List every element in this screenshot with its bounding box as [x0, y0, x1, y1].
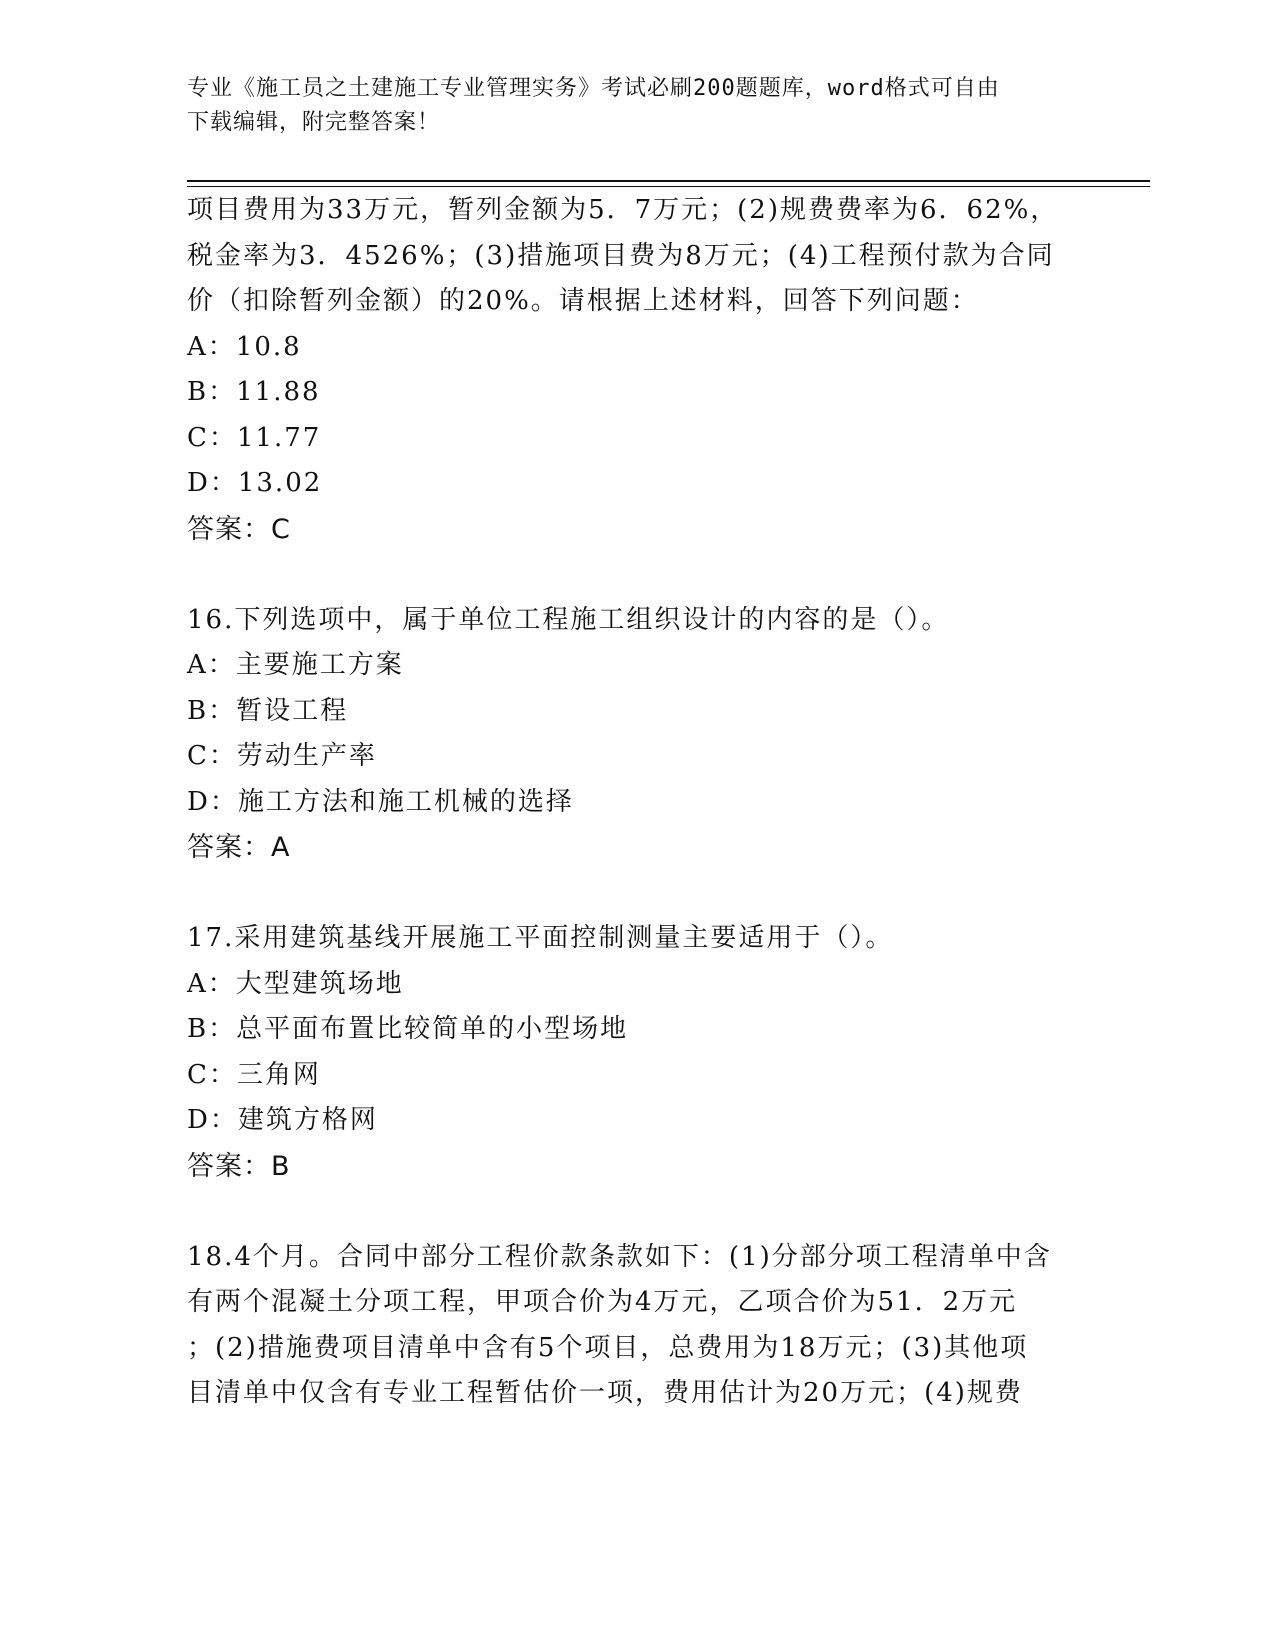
option-a: A：大型建筑场地	[187, 968, 404, 999]
question-stem-line: 有两个混凝土分项工程，甲项合价为4万元，乙项合价为51．2万元	[187, 1287, 1018, 1317]
option-d: D：13.02	[187, 468, 323, 498]
answer: 答案：A	[187, 832, 291, 863]
spacer	[187, 871, 1087, 917]
header-rule-thick	[187, 180, 1150, 182]
question-stem-line: 17.采用建筑基线开展施工平面控制测量主要适用于（）。	[187, 923, 894, 953]
document-header	[187, 72, 1087, 140]
question-stem-line: 目清单中仅含有专业工程暂估价一项，费用估计为20万元；(4)规费	[187, 1378, 1023, 1408]
option-b: B：暂设工程	[187, 695, 349, 726]
option-c: C：11.77	[187, 422, 322, 453]
option-c: C：劳动生产率	[187, 741, 377, 771]
header-line-1: 专业《施工员之土建施工专业管理实务》考试必刷200题题库，word格式可自由	[187, 76, 1000, 101]
spacer	[187, 1189, 1087, 1235]
question-15	[187, 188, 1087, 552]
option-a: A：10.8	[187, 331, 302, 362]
question-stem-line: 价（扣除暂列金额）的20%。请根据上述材料，回答下列问题：	[187, 286, 979, 316]
header-line-2: 下载编辑，附完整答案！	[187, 110, 441, 135]
question-stem-line: 16.下列选项中，属于单位工程施工组织设计的内容的是（）。	[187, 604, 950, 635]
option-b: B：11.88	[187, 377, 321, 407]
header-rule-thin	[187, 186, 1150, 187]
option-a: A：主要施工方案	[187, 650, 404, 680]
answer: 答案：C	[187, 513, 291, 545]
document-body	[187, 188, 1087, 1417]
option-c: C：三角网	[187, 1059, 321, 1090]
question-stem-line: 项目费用为33万元，暂列金额为5．7万元；(2)规费费率为6．62%，	[187, 195, 1059, 225]
question-16	[187, 598, 1087, 871]
question-stem-line: ；(2)措施费项目清单中含有5个项目，总费用为18万元；(3)其他项	[187, 1332, 1029, 1363]
question-18	[187, 1235, 1087, 1417]
spacer	[187, 552, 1087, 598]
option-d: D：施工方法和施工机械的选择	[187, 786, 574, 817]
answer: 答案：B	[187, 1150, 291, 1182]
option-d: D：建筑方格网	[187, 1105, 378, 1135]
question-stem-line: 18.4个月。合同中部分工程价款条款如下：(1)分部分项工程清单中含	[187, 1241, 1052, 1272]
option-b: B：总平面布置比较简单的小型场地	[187, 1014, 629, 1044]
question-stem-line: 税金率为3．4526%；(3)措施项目费为8万元；(4)工程预付款为合同	[187, 240, 1055, 271]
question-17	[187, 916, 1087, 1189]
